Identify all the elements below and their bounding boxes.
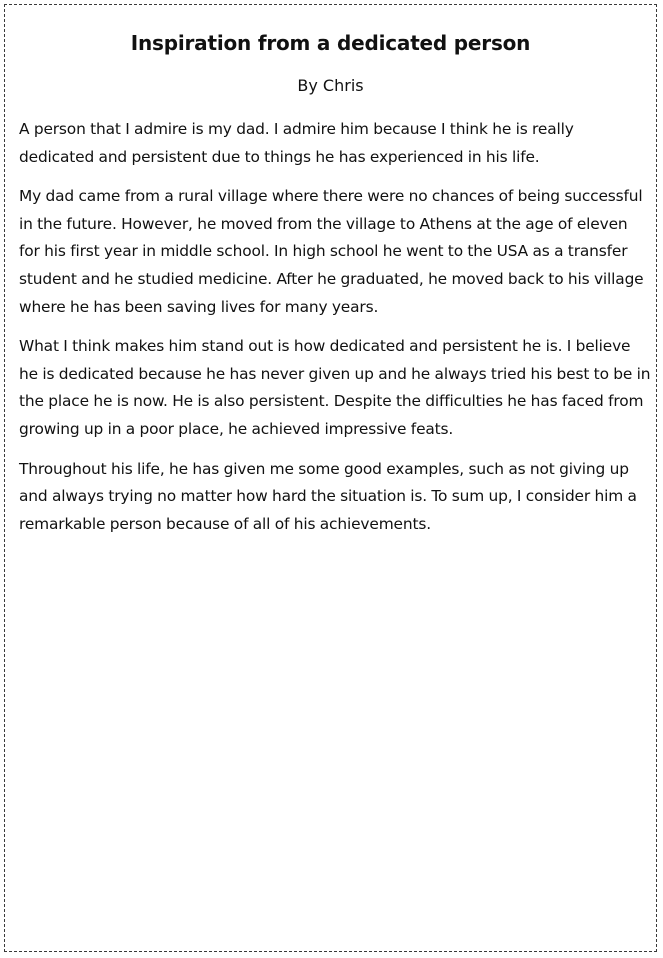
paragraph-2: My dad came from a rural village where there were no chances of being successful in the future. However, he moved from the village to Athens at the age of eleven for his first year in middle school. In high school he went to the USA as a transfer student and he studied medicine. After he graduated, he moved back to his village where he has been saving lives for many years. [19,187,644,316]
document-title: Inspiration from a dedicated person [130,31,531,55]
document-page [4,4,657,952]
paragraph-1: A person that I admire is my dad. I admire him because I think he is really dedicated and persistent due to things he has experienced in his life. [19,120,574,166]
author-byline: By Chris [297,76,364,95]
document-body [19,116,652,550]
paragraph-4: Throughout his life, he has given me some good examples, such as not giving up and always trying no matter how hard the situation is. To sum up, I consider him a remarkable person because of all of his achievements. [19,459,637,533]
paragraph-3: What I think makes him stand out is how dedicated and persistent he is. I believe he is dedicated because he has never given up and he always tried his best to be in the place he is now. He is also persistent. Despite the difficulties he has faced from growing up in a poor place, he achieved impressive feats. [19,337,651,438]
